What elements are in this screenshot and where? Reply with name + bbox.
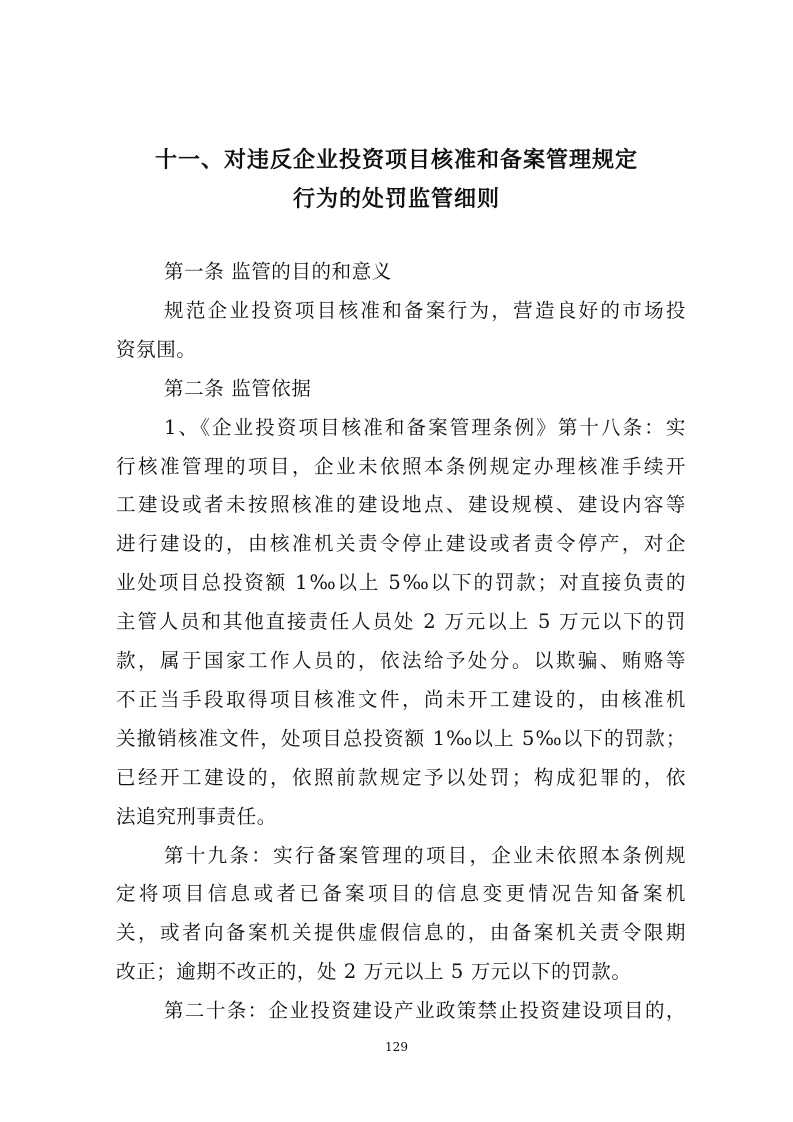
text-line: 规范企业投资项目核准和备案行为，营造良好的市场投 xyxy=(164,298,686,322)
text-line: 主管人员和其他直接责任人员处 2 万元以上 5 万元以下的罚 xyxy=(116,610,686,634)
text-line: 改正；逾期不改正的，处 2 万元以上 5 万元以下的罚款。 xyxy=(116,960,632,984)
text-line: 法追究刑事责任。 xyxy=(116,804,277,828)
text-line: 已经开工建设的，依照前款规定予以处罚；构成犯罪的，依 xyxy=(116,765,686,789)
text-line: 第十九条：实行备案管理的项目，企业未依照本条例规 xyxy=(164,843,686,867)
text-line: 资氛围。 xyxy=(116,337,197,361)
text-line: 不正当手段取得项目核准文件，尚未开工建设的，由核准机 xyxy=(116,687,686,711)
text-line: 行核准管理的项目，企业未依照本条例规定办理核准手续开 xyxy=(116,454,686,478)
text-line: 1、《企业投资项目核准和备案管理条例》第十八条：实 xyxy=(164,415,686,439)
text-line: 进行建设的，由核准机关责令停止建设或者责令停产，对企 xyxy=(116,532,686,556)
text-line: 第二十条：企业投资建设产业政策禁止投资建设项目的， xyxy=(164,999,686,1023)
document-title-line-1: 十一、对违反企业投资项目核准和备案管理规定 xyxy=(154,147,638,173)
text-line: 关撤销核准文件，处项目总投资额 1‰以上 5‰以下的罚款； xyxy=(116,726,686,750)
page-number: 129 xyxy=(385,1040,408,1054)
text-line: 工建设或者未按照核准的建设地点、建设规模、建设内容等 xyxy=(116,493,686,517)
text-line: 第一条 监管的目的和意义 xyxy=(164,260,392,283)
text-line: 定将项目信息或者已备案项目的信息变更情况告知备案机 xyxy=(116,882,686,906)
text-line: 第二条 监管依据 xyxy=(164,376,312,400)
text-line: 业处项目总投资额 1‰以上 5‰以下的罚款；对直接负责的 xyxy=(116,571,686,595)
text-line: 关，或者向备案机关提供虚假信息的，由备案机关责令限期 xyxy=(116,921,686,945)
text-line: 款，属于国家工作人员的，依法给予处分。以欺骗、贿赂等 xyxy=(116,649,686,672)
document-title-line-2: 行为的处罚监管细则 xyxy=(292,186,500,212)
